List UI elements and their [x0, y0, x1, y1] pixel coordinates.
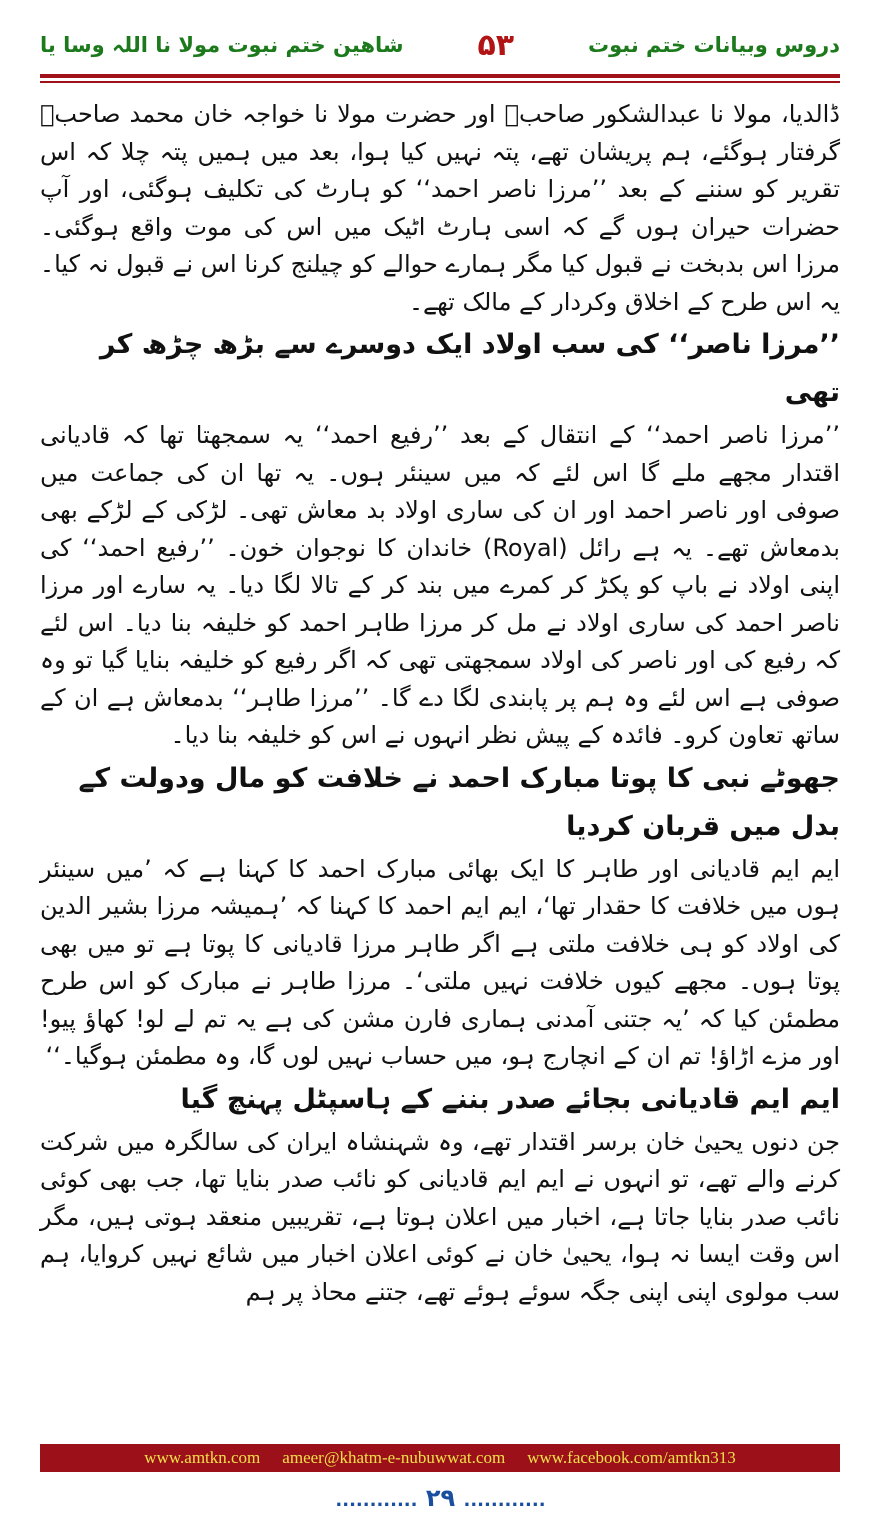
- email-link[interactable]: ameer@khatm-e-nubuwwat.com: [282, 1448, 506, 1467]
- section-heading-2: جھوٹے نبی کا پوتا مبارک احمد نے خلافت کو مال ودولت کے بدل میں قربان کردیا: [78, 762, 840, 842]
- header-rule-thin: [40, 81, 840, 83]
- dots-left: ............: [463, 1490, 546, 1511]
- website-link[interactable]: www.amtkn.com: [144, 1448, 261, 1467]
- page-number: ۲۹: [425, 1484, 456, 1512]
- dots-right: ............: [335, 1490, 418, 1511]
- header-rule-thick: [40, 74, 840, 78]
- paragraph-3: ایم ایم قادیانی اور طاہر کا ایک بھائی مبارک احمد کا کہنا ہے کہ ’میں سینئر ہوں میں خلافت کا حقدار تھا‘، ایم ایم احمد کا کہنا کہ ’ہمیشہ مرزا بشیر الدین کی اولاد کو ہی خلافت ملتی ہے اگر طاہر مرزا قادیانی کا پوتا ہے تو میں بھی پوتا ہوں۔ مجھے کیوں خلافت نہیں ملتی‘۔ مرزا طاہر نے مبارک کو اس طرح مطمئن کیا کہ ’یہ جتنی آمدنی ہماری فارن مشن کی ہے یہ تم لے لو! کھاؤ پیو! اور مزے اڑاؤ! تم ان کے انچارج ہو، میں حساب نہیں لوں گا، وہ مطمئن ہوگیا۔‘‘: [40, 854, 840, 1070]
- paragraph-1: ڈالدیا، مولا نا عبدالشکور صاحبؒ اور حضرت مولا نا خواجہ خان محمد صاحبؒ گرفتار ہوگئے، ہم پریشان تھے، پتہ نہیں کیا ہوا، بعد میں ہمیں پتہ چلا کہ اس تقریر کو سننے کے بعد ’’مرزا ناصر احمد‘‘ کو ہارٹ کی تکلیف ہوگئی، اور آپ حضرات حیران ہوں گے کہ اسی ہارٹ اٹیک میں اس کی موت واقع ہوگئی۔ مرزا اس بدبخت نے قبول کیا مگر ہمارے حوالے کو چیلنج کرنا اس نے قبول نہ کیا۔ یہ اس طرح کے اخلاق وکردار کے مالک تھے۔: [40, 100, 840, 316]
- section-heading-1: ’’مرزا ناصر‘‘ کی سب اولاد ایک دوسرے سے بڑھ چڑھ کر تھی: [99, 329, 840, 408]
- bottom-page-number: [0, 1484, 881, 1512]
- paragraph-4: جن دنوں یحییٰ خان برسر اقتدار تھے، وہ شہنشاہ ایران کی سالگرہ میں شرکت کرنے والے تھے، تو انہوں نے ایم ایم قادیانی کو نائب صدر بنایا تھا، جب بھی کوئی نائب صدر بنایا جاتا ہے، اخبار میں اعلان ہوتا ہے، تقریبیں منعقد ہوتی ہیں، مگر اس وقت ایسا نہ ہوا، یحییٰ خان نے کوئی اعلان اخبار میں شائع نہیں کروایا، ہم سب مولوی اپنی اپنی جگہ سوئے ہوئے تھے، جتنے محاذ پر ہم: [40, 1127, 840, 1306]
- page-header: [40, 22, 840, 68]
- author-name: شاھین ختم نبوت مولا نا اللہ وسا یا: [40, 33, 404, 57]
- section-heading-3: ایم ایم قادیانی بجائے صدر بننے کے ہاسپٹل پہنچ گیا: [180, 1083, 840, 1115]
- facebook-link[interactable]: www.facebook.com/amtkn313: [527, 1448, 736, 1467]
- book-title: دروس وبیانات ختم نبوت: [587, 33, 840, 57]
- footer-bar: [40, 1444, 840, 1472]
- paragraph-2: ’’مرزا ناصر احمد‘‘ کے انتقال کے بعد ’’رفیع احمد‘‘ یہ سمجھتا تھا کہ قادیانی اقتدار مجھے ملے گا اس لئے کہ میں سینئر ہوں۔ یہ تھا ان کی جماعت میں صوفی اور ناصر احمد اور ان کی ساری اولاد بد معاش تھی۔ لڑکی کے لڑکے بھی بدمعاش تھے۔ یہ ہے رائل (Royal) خاندان کا نوجوان خون۔ ’’رفیع احمد‘‘ کی اپنی اولاد نے باپ کو پکڑ کر کمرے میں بند کر کے تالا لگا دیا۔ یہ سارے اور مرزا ناصر احمد کی ساری اولاد نے مل کر مرزا طاہر احمد کو خلیفہ بنا دیا۔ اس لئے کہ رفیع کی اور ناصر کی اولاد سمجھتی تھی کہ اگر رفیع کو خلیفہ بنایا گیا تو وہ صوفی ہے اس لئے وہ ہم پر پابندی لگا دے گا۔ ’’مرزا طاہر‘‘ بدمعاش ہے ان کے ساتھ تعاون کرو۔ فائدہ کے پیش نظر انہوں نے اس کو خلیفہ بنا دیا۔: [40, 421, 840, 749]
- header-page-number: ۵۳: [477, 27, 515, 63]
- page-body: [40, 96, 840, 1311]
